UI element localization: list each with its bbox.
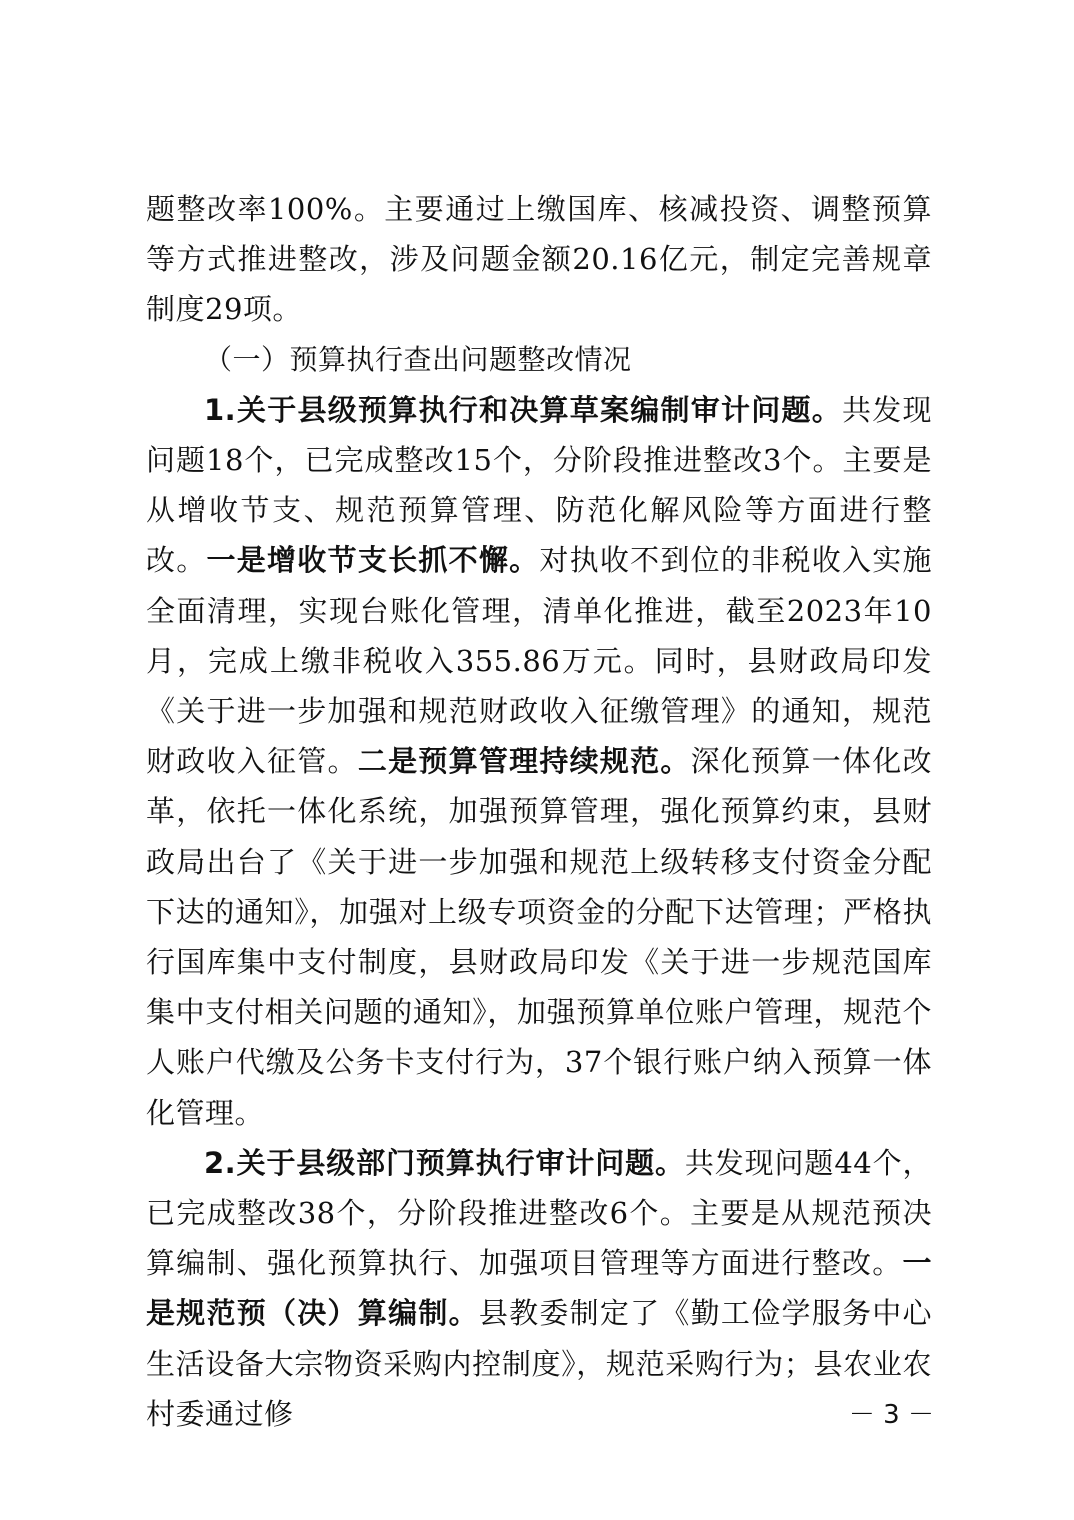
subpoint-heading: 二是预算管理持续规范。 [357,744,691,779]
subpoint-heading: 一是规范预（决）算编制。 [146,1246,932,1331]
paragraph-text: 题整改率100%。主要通过上缴国库、核减投资、调整预算等方式推进整改，涉及问题金额20.16亿元，制定完善规章制度29项。 [146,192,932,327]
paragraph-text: 县教委制定了《勤工俭学服务中心生活设备大宗物资采购内控制度》，规范采购行为；县农业农村委通过修 [146,1296,932,1431]
paragraph-lead-heading: 1.关于县级预算执行和决算草案编制审计问题。 [204,392,842,427]
paragraph-lead-heading: 2.关于县级部门预算执行审计问题。 [204,1145,685,1180]
subpoint-heading: 一是增收节支长抓不懈。 [206,543,540,578]
paragraph-continuation [146,184,932,335]
page-number: － 3 － [848,1400,934,1430]
section-heading-text: （一）预算执行查出问题整改情况 [204,342,632,376]
paragraph-text: 共发现问题18个，已完成整改15个，分阶段推进整改3个。主要是从增收节支、规范预算管理、防范化解风险等方面进行整改。 [146,392,932,578]
paragraph-text: 共发现问题44个，已完成整改38个，分阶段推进整改6个。主要是从规范预决算编制、强化预算执行、加强项目管理等方面进行整改。 [146,1145,932,1281]
paragraph-department-budget [146,1138,932,1439]
section-heading [146,335,932,385]
paragraph-budget-execution [146,385,932,1138]
paragraph-text: 深化预算一体化改革，依托一体化系统，加强预算管理，强化预算约束，县财政局出台了《关于进一步加强和规范上级转移支付资金分配下达的通知》，加强对上级专项资金的分配下达管理；严格执行国库集中支付制度，县财政局印发《关于进一步规范国库集中支付相关问题的通知》，加强预算单位账户管理，规范个人账户代缴及公务卡支付行为，37个银行账户纳入预算一体化管理。 [146,744,932,1130]
paragraph-text: 对执收不到位的非税收入实施全面清理，实现台账化管理，清单化推进，截至2023年10月，完成上缴非税收入355.86万元。同时，县财政局印发《关于进一步加强和规范财政收入征缴管理》的通知，规范财政收入征管。 [146,543,932,779]
document-body [146,184,932,1439]
